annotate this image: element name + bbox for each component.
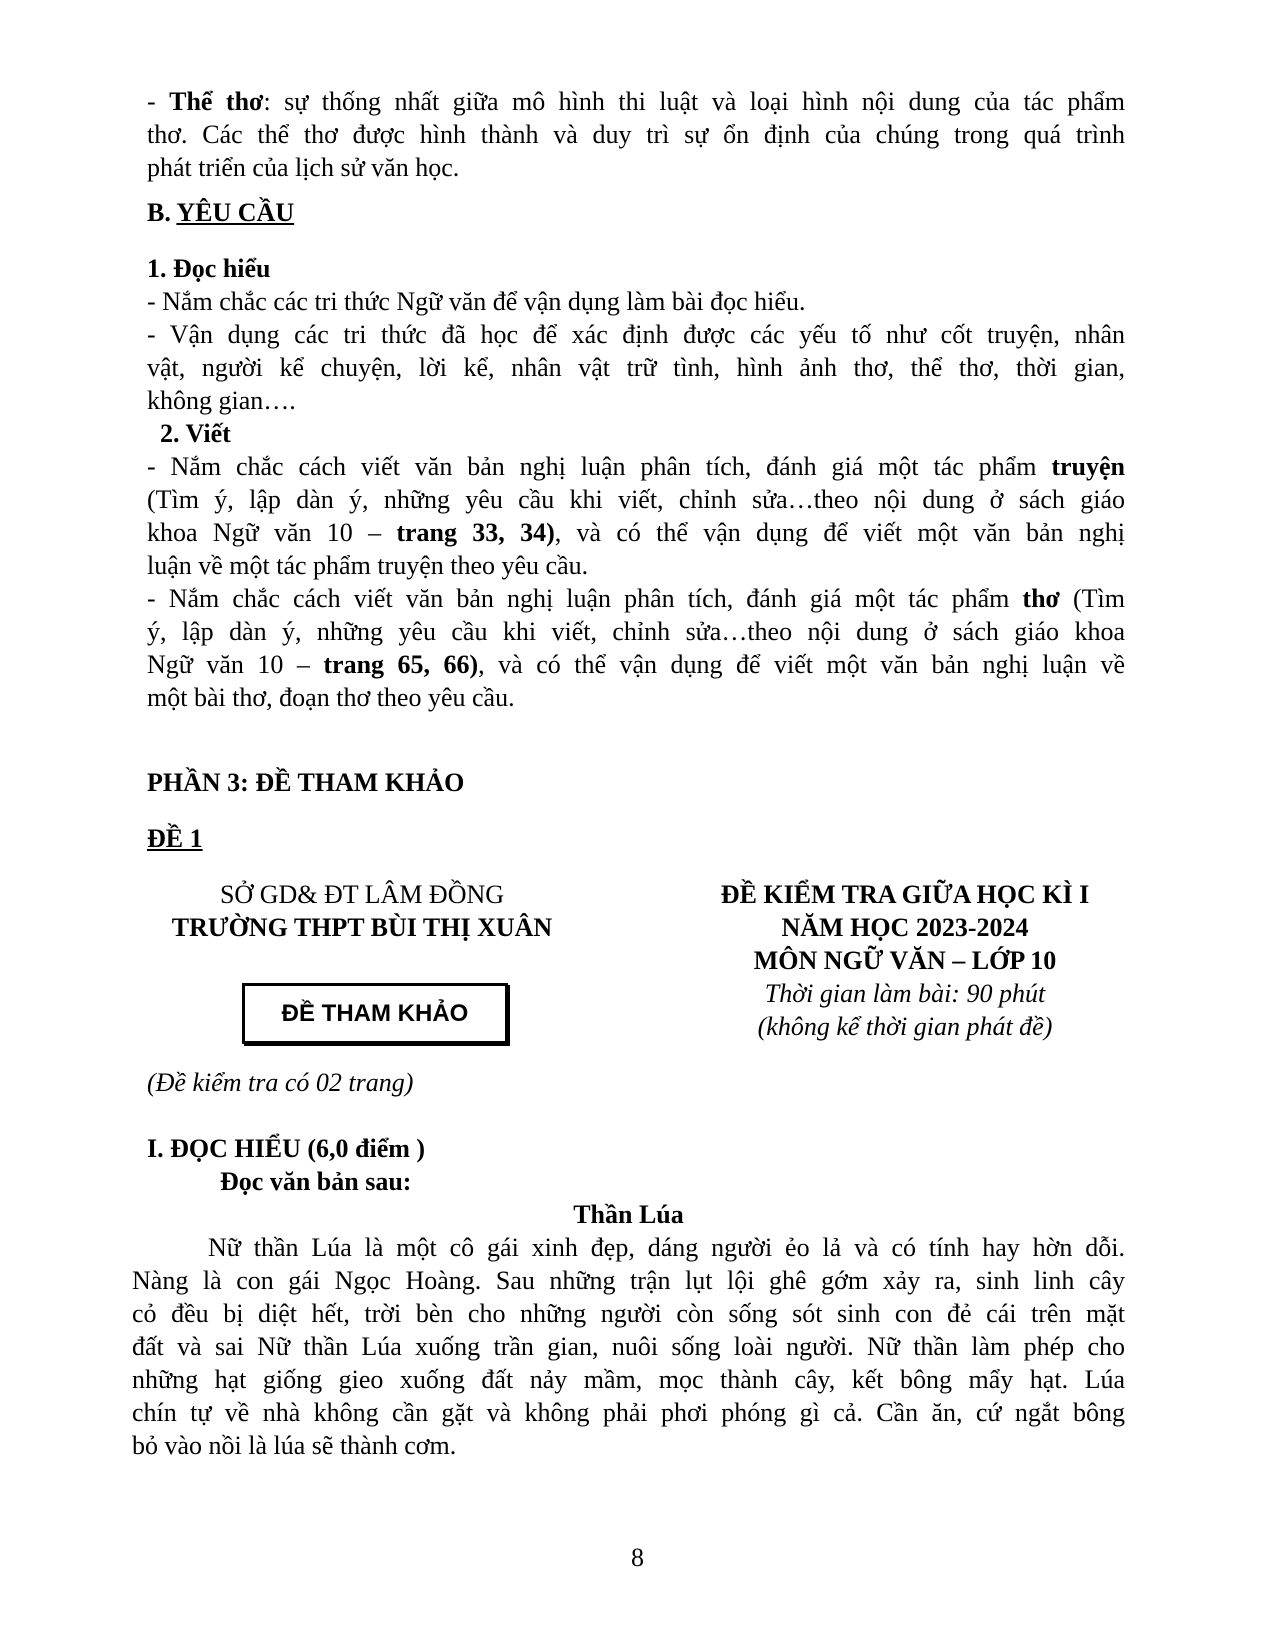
story-line: Nàng là con gái Ngọc Hoàng. Sau những trận lụt lội ghê gớm xảy ra, sinh linh cây <box>132 1266 1125 1295</box>
story-title: Thần Lúa <box>573 1200 684 1229</box>
story-line: đất và sai Nữ thần Lúa xuống trần gian, nuôi sống loài người. Nữ thần làm phép cho <box>132 1332 1125 1361</box>
doc-hieu-line: không gian…. <box>147 386 296 415</box>
doc-hieu-line: - Nắm chắc các tri thức Ngữ văn để vận dụng làm bài đọc hiểu. <box>147 287 806 316</box>
school-year: NĂM HỌC 2023-2024 <box>781 913 1029 942</box>
viet-line: Ngữ văn 10 – trang 65, 66), và có thể vận dụng để viết một văn bản nghị luận về <box>147 650 1125 679</box>
duration-note: (không kể thời gian phát đề) <box>757 1012 1053 1041</box>
intro-line: - Thể thơ: sự thống nhất giữa mô hình thi luật và loại hình nội dung của tác phẩm <box>147 87 1125 116</box>
intro-line: thơ. Các thể thơ được hình thành và duy trì sự ổn định của chúng trong quá trình <box>147 120 1125 149</box>
subject-grade: MÔN NGỮ VĂN – LỚP 10 <box>753 946 1057 975</box>
phan-3-heading: PHẦN 3: ĐỀ THAM KHẢO <box>147 768 465 797</box>
viet-line: - Nắm chắc cách viết văn bản nghị luận phân tích, đánh giá một tác phẩm thơ (Tìm <box>147 584 1125 613</box>
de-1-heading: ĐỀ 1 <box>147 824 203 853</box>
story-line: Nữ thần Lúa là một cô gái xinh đẹp, dáng người ẻo lả và có tính hay hờn dỗi. <box>208 1233 1125 1262</box>
story-line: những hạt giống gieo xuống đất nảy mầm, mọc thành cây, kết bông mẩy hạt. Lúa <box>132 1365 1125 1394</box>
part-1-heading: I. ĐỌC HIỂU (6,0 điểm ) <box>147 1134 426 1163</box>
viet-line: khoa Ngữ văn 10 – trang 33, 34), và có thể vận dụng để viết một văn bản nghị <box>147 518 1125 547</box>
story-line: chín tự về nhà không cần gặt và không phải phơi phóng gì cả. Cần ăn, cứ ngắt bông <box>132 1398 1125 1427</box>
term-the-tho: Thể thơ <box>169 87 264 116</box>
doc-hieu-line: - Vận dụng các tri thức đã học để xác định được các yếu tố như cốt truyện, nhân <box>147 320 1125 349</box>
doc-hieu-line: vật, người kể chuyện, lời kể, nhân vật trữ tình, hình ảnh thơ, thể thơ, thời gian, <box>147 353 1125 382</box>
part-1-instruction: Đọc văn bản sau: <box>220 1167 412 1196</box>
viet-line: (Tìm ý, lập dàn ý, những yêu cầu khi viết, chỉnh sửa…theo nội dung ở sách giáo <box>147 485 1125 514</box>
pages-note: (Đề kiểm tra có 02 trang) <box>147 1068 414 1097</box>
viet-line: luận về một tác phẩm truyện theo yêu cầu. <box>147 551 589 580</box>
section-b-heading: B. YÊU CẦU <box>147 198 295 227</box>
viet-line: một bài thơ, đoạn thơ theo yêu cầu. <box>147 683 515 712</box>
exam-title: ĐỀ KIỂM TRA GIỮA HỌC KÌ I <box>720 880 1090 909</box>
viet-heading: 2. Viết <box>160 419 231 448</box>
doc-hieu-heading: 1. Đọc hiểu <box>147 254 271 283</box>
intro-line: phát triển của lịch sử văn học. <box>147 153 460 182</box>
page-number: 8 <box>631 1543 644 1572</box>
viet-line: - Nắm chắc cách viết văn bản nghị luận phân tích, đánh giá một tác phẩm truyện <box>147 452 1125 481</box>
department-name: SỞ GD& ĐT LÂM ĐỒNG <box>219 880 505 909</box>
story-line: bỏ vào nồi là lúa sẽ thành cơm. <box>132 1431 457 1460</box>
viet-line: ý, lập dàn ý, những yêu cầu khi viết, chỉnh sửa…theo nội dung ở sách giáo khoa <box>147 617 1125 646</box>
story-line: cỏ đều bị diệt hết, trời bèn cho những người còn sống sót sinh con đẻ cái trên mặt <box>132 1299 1125 1328</box>
school-name: TRƯỜNG THPT BÙI THỊ XUÂN <box>171 913 553 942</box>
reference-exam-stamp: ĐỀ THAM KHẢO <box>242 983 508 1044</box>
exam-duration: Thời gian làm bài: 90 phút <box>764 979 1046 1008</box>
